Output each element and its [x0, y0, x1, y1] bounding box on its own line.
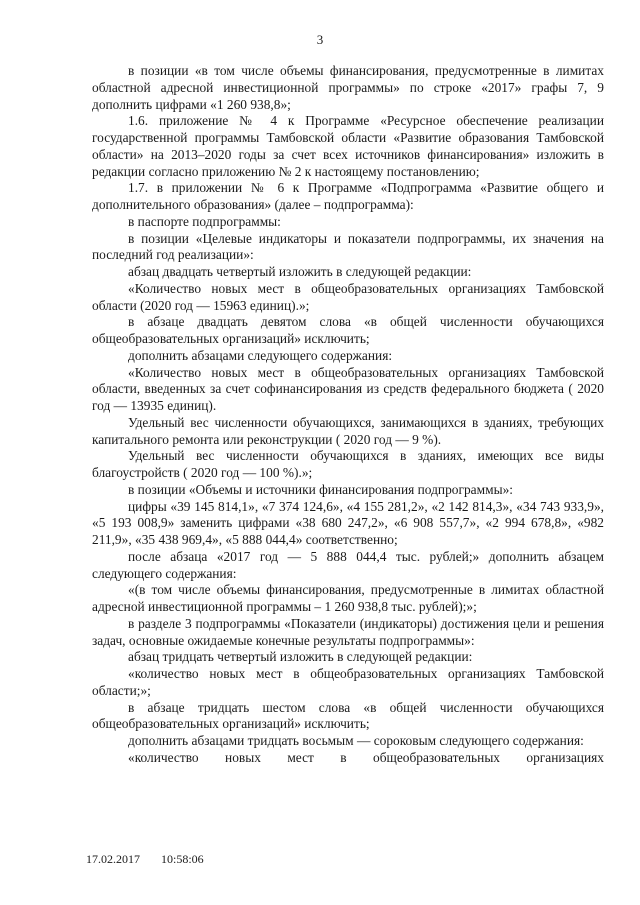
paragraph: 1.7. в приложении № 6 к Программе «Подпрограмма «Развитие общего и дополнительного образования» (далее – подпрограмма):	[92, 180, 604, 212]
paragraph: абзац тридцать четвертый изложить в следующей редакции:	[128, 649, 473, 665]
paragraph: Удельный вес численности обучающихся в зданиях, имеющих все виды благоустройств ( 2020 год — 100 %).»;	[92, 448, 604, 480]
paragraph: «количество новых мест в общеобразовательных организациях	[128, 749, 604, 765]
paragraph: в позиции «в том числе объемы финансирования, предусмотренные в лимитах областной адресной инвестиционной программы» по строке «2017» графы 7, 9 дополнить цифрами «1 260 938,8»;	[92, 63, 604, 112]
paragraph: «Количество новых мест в общеобразовательных организациях Тамбовской области (2020 год — 15963 единиц).»;	[92, 280, 604, 313]
paragraph: 1.6. приложение № 4 к Программе «Ресурсное обеспечение реализации государственной программы Тамбовской области «Развитие образования Тамбовской области» на 2013–2020 годы за счет всех источников финансирования» изложить в редакции согласно приложению № 2 к настоящему постановлению;	[92, 113, 604, 179]
print-time: 10:58:06	[161, 852, 204, 866]
paragraph: в паспорте подпрограммы:	[128, 213, 281, 229]
paragraph: дополнить абзацами следующего содержания:	[128, 347, 393, 363]
document-body	[92, 63, 604, 767]
paragraph: дополнить абзацами тридцать восьмым — сороковым следующего содержания:	[128, 733, 584, 748]
paragraph: «Количество новых мест в общеобразовательных организациях Тамбовской области, введенных за счет софинансирования из средств федерального бюджета ( 2020 год — 13935 единиц).	[92, 364, 604, 413]
paragraph: в разделе 3 подпрограммы «Показатели (индикаторы) достижения цели и решения задач, основные ожидаемые конечные результаты подпрограммы»:	[92, 615, 604, 648]
print-date: 17.02.2017	[86, 852, 140, 866]
paragraph: «(в том числе объемы финансирования, предусмотренные в лимитах областной адресной инвестиционной программы – 1 260 938,8 тыс. рублей);»;	[92, 582, 604, 614]
paragraph: Удельный вес численности обучающихся, занимающихся в зданиях, требующих капитального ремонта или реконструкции ( 2020 год — 9 %).	[92, 414, 604, 447]
paragraph: цифры «39 145 814,1», «7 374 124,6», «4 155 281,2», «2 142 814,3», «34 743 933,9», «5 193 008,9» заменить цифрами «38 680 247,2», «6 908 557,7», «2 994 678,8», «982 211,9», «35 438 969,4», «5 888 044,4» соответственно;	[92, 498, 604, 547]
print-timestamp	[86, 852, 204, 867]
paragraph: в позиции «Объемы и источники финансирования подпрограммы»:	[128, 481, 513, 497]
paragraph: «количество новых мест в общеобразовательных организациях Тамбовской области;»;	[92, 666, 604, 698]
paragraph: после абзаца «2017 год — 5 888 044,4 тыс. рублей;» дополнить абзацем следующего содержания:	[92, 548, 604, 581]
paragraph: абзац двадцать четвертый изложить в следующей редакции:	[128, 264, 472, 279]
paragraph: в позиции «Целевые индикаторы и показатели подпрограммы, их значения на последний год реализации»:	[92, 230, 604, 263]
page-number: 3	[316, 32, 324, 47]
paragraph: в абзаце двадцать девятом слова «в общей численности обучающихся общеобразовательных организаций» исключить;	[92, 314, 604, 346]
paragraph: в абзаце тридцать шестом слова «в общей численности обучающихся общеобразовательных организаций» исключить;	[92, 699, 604, 732]
